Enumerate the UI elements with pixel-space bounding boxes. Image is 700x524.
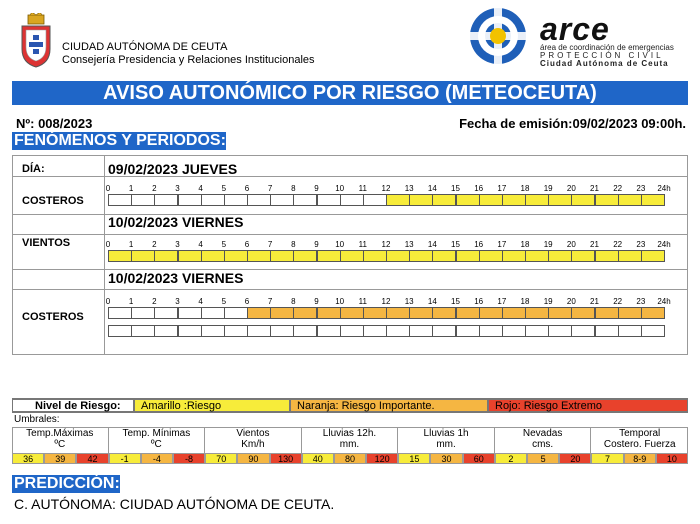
hour-tick: 13 bbox=[404, 240, 414, 249]
block-1-date: 09/02/2023 JUEVES bbox=[108, 161, 238, 177]
hour-tick: 20 bbox=[566, 184, 576, 193]
threshold-header bbox=[109, 428, 206, 453]
hour-tick: 4 bbox=[198, 184, 203, 193]
hour-tick: 21 bbox=[590, 184, 599, 193]
hour-tick: 11 bbox=[358, 240, 367, 249]
threshold-value: 20 bbox=[559, 453, 591, 464]
arce-brand: arce bbox=[540, 11, 610, 47]
hour-tick: 15 bbox=[451, 240, 460, 249]
hour-tick: 11 bbox=[358, 297, 367, 306]
hour-tick: 18 bbox=[520, 184, 530, 193]
hour-tick: 24h bbox=[657, 297, 671, 306]
threshold-name: Temp. Mínimas bbox=[122, 428, 191, 439]
threshold-value: 5 bbox=[527, 453, 559, 464]
block-3-date: 10/02/2023 VIERNES bbox=[108, 270, 244, 286]
hour-tick: 15 bbox=[451, 184, 460, 193]
prediction-section-title: PREDICCIÓN: bbox=[14, 475, 120, 492]
page-title: AVISO AUTONÓMICO POR RIESGO (METEOCEUTA) bbox=[12, 81, 688, 105]
hour-tick: 6 bbox=[244, 184, 250, 193]
threshold-unit: cms. bbox=[532, 439, 554, 450]
hour-tick: 5 bbox=[221, 297, 227, 306]
hour-tick: 2 bbox=[152, 184, 157, 193]
hour-tick: 12 bbox=[381, 184, 391, 193]
threshold-unit: Costero. Fuerza bbox=[603, 439, 676, 450]
hour-tick: 11 bbox=[358, 184, 367, 193]
hour-tick: 9 bbox=[314, 240, 319, 249]
threshold-value: 60 bbox=[463, 453, 495, 464]
hour-tick: 14 bbox=[427, 184, 437, 193]
threshold-value: 70 bbox=[205, 453, 237, 464]
hour-tick: 22 bbox=[613, 184, 623, 193]
hour-tick: 8 bbox=[291, 240, 296, 249]
hour-tick: 21 bbox=[590, 240, 599, 249]
threshold-value: -1 bbox=[109, 453, 141, 464]
hour-tick: 18 bbox=[520, 240, 530, 249]
threshold-header bbox=[12, 428, 109, 453]
threshold-value: 10 bbox=[656, 453, 688, 464]
threshold-header bbox=[495, 428, 592, 453]
threshold-unit: mm. bbox=[339, 439, 360, 450]
hour-tick: 21 bbox=[590, 297, 599, 306]
hour-tick: 18 bbox=[520, 297, 530, 306]
hour-tick: 5 bbox=[221, 184, 227, 193]
threshold-value: 90 bbox=[237, 453, 269, 464]
hour-tick: 9 bbox=[314, 297, 319, 306]
hour-tick: 0 bbox=[105, 184, 111, 193]
threshold-name: Nevadas bbox=[522, 428, 563, 439]
threshold-value: 36 bbox=[12, 453, 44, 464]
threshold-value: 120 bbox=[366, 453, 398, 464]
hour-tick: 9 bbox=[314, 184, 319, 193]
hour-tick: 23 bbox=[636, 184, 646, 193]
threshold-header bbox=[591, 428, 688, 453]
threshold-name: Temp.Máximas bbox=[26, 428, 94, 439]
threshold-unit: ºC bbox=[150, 439, 162, 450]
hour-tick: 1 bbox=[128, 240, 134, 249]
threshold-value: 2 bbox=[495, 453, 527, 464]
hour-tick: 10 bbox=[335, 297, 345, 306]
hour-tick: 14 bbox=[427, 297, 437, 306]
arce-civil-protection: PROTECCIÓN CIVIL bbox=[540, 51, 664, 60]
hour-tick: 7 bbox=[267, 297, 273, 306]
risk-legend-red: Rojo: Riesgo Extremo bbox=[488, 399, 688, 412]
notice-number: Nº: 008/2023 bbox=[16, 116, 93, 131]
hour-tick: 16 bbox=[474, 184, 484, 193]
hour-tick: 17 bbox=[497, 297, 507, 306]
hour-tick: 7 bbox=[267, 184, 273, 193]
arce-tagline: área de coordinación de emergencias bbox=[540, 43, 674, 52]
hour-tick: 13 bbox=[404, 297, 414, 306]
org-department: Consejería Presidencia y Relaciones Institucionales bbox=[62, 54, 315, 66]
hour-tick: 16 bbox=[474, 297, 484, 306]
threshold-name: Lluvias 1h bbox=[423, 428, 469, 439]
hour-tick: 22 bbox=[613, 297, 623, 306]
hour-tick: 14 bbox=[427, 240, 437, 249]
hour-tick: 3 bbox=[175, 184, 180, 193]
hour-tick: 19 bbox=[543, 240, 553, 249]
threshold-header bbox=[205, 428, 302, 453]
hour-tick: 12 bbox=[381, 240, 391, 249]
threshold-header bbox=[398, 428, 495, 453]
threshold-value: 130 bbox=[270, 453, 302, 464]
threshold-value: 30 bbox=[430, 453, 462, 464]
hour-tick: 23 bbox=[636, 240, 646, 249]
threshold-value: 40 bbox=[302, 453, 334, 464]
threshold-header bbox=[302, 428, 399, 453]
block-2-date: 10/02/2023 VIERNES bbox=[108, 214, 244, 230]
hour-tick: 6 bbox=[244, 297, 250, 306]
threshold-value: -4 bbox=[141, 453, 173, 464]
risk-legend-orange: Naranja: Riesgo Importante. bbox=[290, 399, 488, 412]
prediction-text: C. AUTÓNOMA: CIUDAD AUTÓNOMA DE CEUTA. bbox=[14, 496, 335, 512]
hour-tick: 1 bbox=[128, 297, 134, 306]
hour-tick: 24h bbox=[657, 240, 671, 249]
threshold-value: 39 bbox=[44, 453, 76, 464]
threshold-name: Lluvias 12h. bbox=[322, 428, 377, 439]
threshold-name: Temporal bbox=[619, 428, 661, 439]
hour-tick: 4 bbox=[198, 240, 203, 249]
thresholds-label: Umbrales: bbox=[14, 414, 60, 425]
hour-tick: 0 bbox=[105, 297, 111, 306]
hour-tick: 2 bbox=[152, 240, 157, 249]
hour-tick: 2 bbox=[152, 297, 157, 306]
hour-tick: 6 bbox=[244, 240, 250, 249]
threshold-value: 80 bbox=[334, 453, 366, 464]
threshold-unit: mm. bbox=[436, 439, 456, 450]
hour-tick: 8 bbox=[291, 297, 296, 306]
phenomena-section-title: FENÓMENOS Y PERIODOS: bbox=[14, 132, 226, 149]
hour-tick: 17 bbox=[497, 184, 507, 193]
hour-tick: 10 bbox=[335, 240, 345, 249]
emission-date: Fecha de emisión:09/02/2023 09:00h. bbox=[459, 116, 686, 131]
threshold-value: 42 bbox=[76, 453, 108, 464]
threshold-value: -8 bbox=[173, 453, 205, 464]
hour-tick: 5 bbox=[221, 240, 227, 249]
hour-tick: 7 bbox=[267, 240, 273, 249]
hour-tick: 19 bbox=[543, 184, 553, 193]
risk-legend-label: Nivel de Riesgo: bbox=[12, 399, 134, 412]
block-3-phenomenon: COSTEROS bbox=[22, 311, 84, 323]
hour-tick: 13 bbox=[404, 184, 414, 193]
hour-tick: 22 bbox=[613, 240, 623, 249]
hour-tick: 19 bbox=[543, 297, 553, 306]
block-2-phenomenon: VIENTOS bbox=[22, 237, 71, 249]
threshold-value: 8-9 bbox=[624, 453, 656, 464]
threshold-unit: ºC bbox=[54, 439, 66, 450]
hour-tick: 15 bbox=[451, 297, 460, 306]
hour-tick: 20 bbox=[566, 240, 576, 249]
hour-tick: 3 bbox=[175, 297, 180, 306]
hour-tick: 12 bbox=[381, 297, 391, 306]
arce-city: Ciudad Autónoma de Ceuta bbox=[540, 59, 669, 68]
block-1-phenomenon: COSTEROS bbox=[22, 195, 84, 207]
hour-tick: 23 bbox=[636, 297, 646, 306]
hour-tick: 24h bbox=[657, 184, 671, 193]
day-header: DÍA: bbox=[22, 163, 45, 175]
risk-legend-yellow: Amarillo :Riesgo bbox=[134, 399, 290, 412]
hour-tick: 20 bbox=[566, 297, 576, 306]
threshold-name: Vientos bbox=[236, 428, 270, 439]
hour-tick: 4 bbox=[198, 297, 203, 306]
threshold-value: 15 bbox=[398, 453, 430, 464]
hour-tick: 1 bbox=[128, 184, 134, 193]
hour-tick: 17 bbox=[497, 240, 507, 249]
hour-tick: 0 bbox=[105, 240, 111, 249]
org-name: CIUDAD AUTÓNOMA DE CEUTA bbox=[62, 41, 228, 53]
hour-tick: 3 bbox=[175, 240, 180, 249]
threshold-value: 7 bbox=[591, 453, 623, 464]
hour-tick: 10 bbox=[335, 184, 345, 193]
threshold-unit: Km/h bbox=[241, 439, 265, 450]
hour-tick: 16 bbox=[474, 240, 484, 249]
hour-tick: 8 bbox=[291, 184, 296, 193]
